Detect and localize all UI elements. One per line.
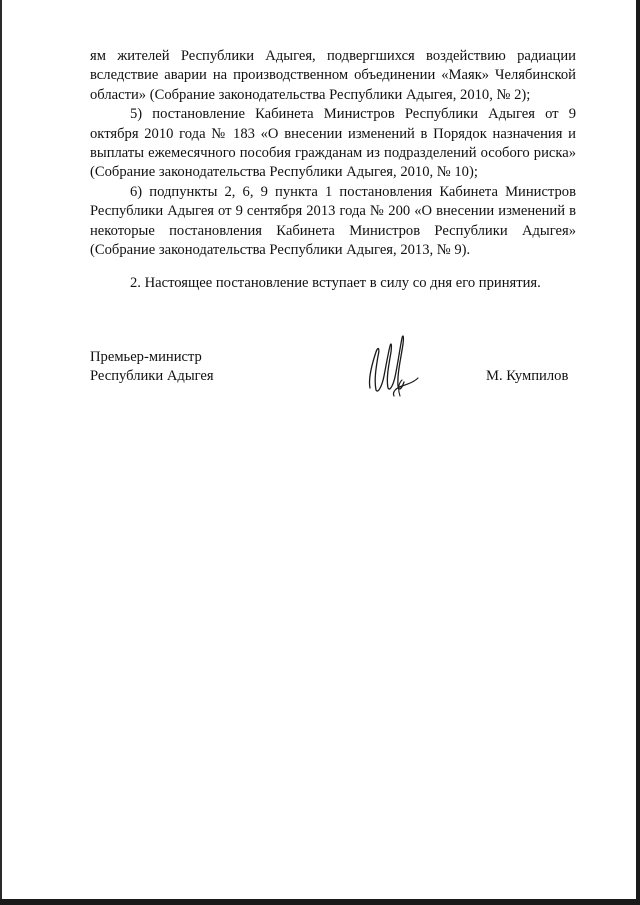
paragraph-continuation: ям жителей Республики Адыгея, подвергшихся воздействию радиации вследствие аварии на производственном объединении «Маяк» Челябинской области» (Собрание законодательства Республики Адыгея, 2010, № 2);: [90, 48, 576, 103]
signatory-title-line2: Республики Адыгея: [90, 368, 214, 384]
signatory-title: [90, 348, 214, 386]
scan-edge-left: [0, 0, 2, 905]
document-body: [90, 47, 576, 294]
scan-edge-bottom: [0, 899, 640, 905]
signatory-title-line1: Премьер-министр: [90, 349, 202, 365]
paragraph-item-6: 6) подпункты 2, 6, 9 пункта 1 постановления Кабинета Министров Республики Адыгея от 9 сентября 2013 года № 200 «О внесении изменений в некоторые постановления Кабинета Министров Республики Адыгея» (Собрание законодательства Республики Адыгея, 2013, № 9).: [90, 183, 576, 259]
paragraph-clause-2: 2. Настоящее постановление вступает в силу со дня его принятия.: [130, 275, 541, 292]
paragraph-item-5: 5) постановление Кабинета Министров Республики Адыгея от 9 октября 2010 года № 183 «О внесении изменений в Порядок назначения и выплаты ежемесячного пособия гражданам из подразделений особого риска» (Собрание законодательства Республики Адыгея, 2010, № 10);: [90, 106, 576, 181]
handwritten-signature: [364, 326, 424, 411]
signatory-name: М. Кумпилов: [486, 368, 569, 384]
scan-edge-right: [636, 0, 640, 905]
